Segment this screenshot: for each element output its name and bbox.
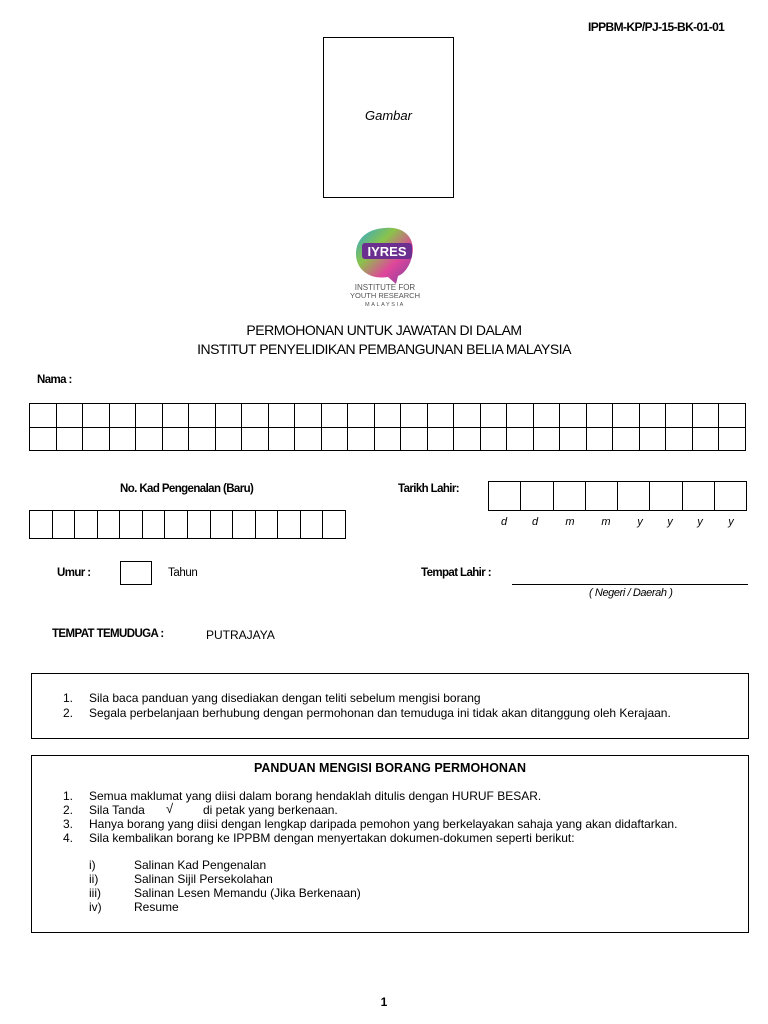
nama-cell[interactable] xyxy=(83,404,110,428)
nama-cell[interactable] xyxy=(719,404,746,428)
umur-label: Umur : xyxy=(57,567,91,579)
logo-line2: YOUTH RESEARCH xyxy=(349,291,421,300)
dob-cell[interactable] xyxy=(521,482,553,511)
nama-cell[interactable] xyxy=(401,427,428,451)
ic-cell[interactable] xyxy=(52,511,75,539)
check-mark-icon: √ xyxy=(166,801,174,816)
ic-cell[interactable] xyxy=(165,511,188,539)
nama-cell[interactable] xyxy=(109,404,136,428)
nama-cell[interactable] xyxy=(427,427,454,451)
nama-cell[interactable] xyxy=(401,404,428,428)
tempat-temuduga-label: TEMPAT TEMUDUGA : xyxy=(52,628,164,640)
nama-cell[interactable] xyxy=(242,427,269,451)
doc-number: iv) xyxy=(89,900,102,914)
ic-cell[interactable] xyxy=(255,511,278,539)
nama-cell[interactable] xyxy=(321,427,348,451)
nama-cell[interactable] xyxy=(374,404,401,428)
nama-cell[interactable] xyxy=(348,427,375,451)
nama-cell[interactable] xyxy=(639,427,666,451)
ic-cell[interactable] xyxy=(97,511,120,539)
nama-cell[interactable] xyxy=(242,404,269,428)
doc-item: Salinan Lesen Memandu (Jika Berkenaan) xyxy=(134,886,361,900)
ic-cell[interactable] xyxy=(278,511,301,539)
nama-cell[interactable] xyxy=(215,427,242,451)
nama-cell[interactable] xyxy=(480,427,507,451)
tahun-label: Tahun xyxy=(168,567,198,579)
logo-line1: INSTITUTE FOR xyxy=(354,283,416,292)
form-title-line2: INSTITUT PENYELIDIKAN PEMBANGUNAN BELIA MALAYSIA xyxy=(197,341,571,357)
guide-title: PANDUAN MENGISI BORANG PERMOHONAN xyxy=(254,761,526,775)
notes-box xyxy=(31,673,749,739)
nama-cell[interactable] xyxy=(560,404,587,428)
nama-cell[interactable] xyxy=(321,404,348,428)
note-number: 2. xyxy=(63,706,74,720)
guide-number: 4. xyxy=(63,831,74,845)
dob-cell[interactable] xyxy=(585,482,617,511)
nama-cell[interactable] xyxy=(30,427,57,451)
nama-cell[interactable] xyxy=(136,427,163,451)
document-code: IPPBM-KP/PJ-15-BK-01-01 xyxy=(588,20,725,34)
nama-cell[interactable] xyxy=(30,404,57,428)
dob-placeholder: d xyxy=(531,516,539,528)
dob-grid[interactable] xyxy=(488,481,747,511)
dob-placeholder: y xyxy=(697,516,703,528)
nama-cell[interactable] xyxy=(560,427,587,451)
nama-cell[interactable] xyxy=(56,404,83,428)
note-item: Segala perbelanjaan berhubung dengan permohonan dan temuduga ini tidak akan ditanggung oleh Kerajaan. xyxy=(89,706,671,720)
logo-name: IYRES xyxy=(367,244,407,259)
note-number: 1. xyxy=(63,691,74,705)
nama-cell[interactable] xyxy=(692,404,719,428)
dob-cell[interactable] xyxy=(714,482,746,511)
guide-item-2b: di petak yang berkenaan. xyxy=(203,803,338,817)
nama-cell[interactable] xyxy=(56,427,83,451)
nama-cell[interactable] xyxy=(454,404,481,428)
dob-placeholder: d xyxy=(500,516,508,528)
nama-cell[interactable] xyxy=(162,427,189,451)
guide-number: 2. xyxy=(63,803,74,817)
form-title-line1: PERMOHONAN UNTUK JAWATAN DI DALAM xyxy=(246,322,522,338)
nama-cell[interactable] xyxy=(427,404,454,428)
nama-cell[interactable] xyxy=(639,404,666,428)
logo-line3: MALAYSIA xyxy=(365,302,405,308)
nama-cell[interactable] xyxy=(480,404,507,428)
nama-cell[interactable] xyxy=(586,427,613,451)
nama-cell[interactable] xyxy=(295,427,322,451)
tempat-lahir-line[interactable] xyxy=(512,584,748,585)
nama-cell[interactable] xyxy=(666,427,693,451)
nama-cell[interactable] xyxy=(268,427,295,451)
nama-cell[interactable] xyxy=(268,404,295,428)
ic-cell[interactable] xyxy=(233,511,256,539)
ic-label: No. Kad Pengenalan (Baru) xyxy=(120,483,254,495)
nama-grid[interactable] xyxy=(29,403,746,451)
dob-cell[interactable] xyxy=(650,482,682,511)
doc-number: iii) xyxy=(89,886,101,900)
guide-item-3: Hanya borang yang diisi dengan lengkap daripada pemohon yang berkelayakan sahaja yang akan didaftarkan. xyxy=(89,817,678,831)
nama-cell[interactable] xyxy=(692,427,719,451)
nama-label: Nama : xyxy=(37,374,72,386)
nama-cell[interactable] xyxy=(533,404,560,428)
ic-cell[interactable] xyxy=(30,511,53,539)
nama-cell[interactable] xyxy=(719,427,746,451)
dob-placeholder: y xyxy=(728,516,734,528)
nama-cell[interactable] xyxy=(136,404,163,428)
guide-item-2a: Sila Tanda xyxy=(89,803,145,817)
nama-cell[interactable] xyxy=(507,427,534,451)
photo-box[interactable] xyxy=(323,37,454,198)
nama-cell[interactable] xyxy=(374,427,401,451)
doc-item: Salinan Kad Pengenalan xyxy=(134,858,267,872)
guide-item-1: Semua maklumat yang diisi dalam borang hendaklah ditulis dengan HURUF BESAR. xyxy=(89,789,542,803)
dob-placeholder: y xyxy=(637,516,643,528)
nama-cell[interactable] xyxy=(83,427,110,451)
nama-cell[interactable] xyxy=(348,404,375,428)
nama-cell[interactable] xyxy=(613,427,640,451)
tempat-lahir-label: Tempat Lahir : xyxy=(421,567,491,579)
ic-cell[interactable] xyxy=(75,511,98,539)
dob-cell[interactable] xyxy=(618,482,650,511)
page-number: 1 xyxy=(380,995,388,1009)
doc-item: Salinan Sijil Persekolahan xyxy=(134,872,273,886)
ic-cell[interactable] xyxy=(187,511,210,539)
dob-cell[interactable] xyxy=(682,482,714,511)
nama-cell[interactable] xyxy=(189,404,216,428)
doc-number: ii) xyxy=(89,872,99,886)
guide-box xyxy=(31,755,749,933)
tempat-temuduga-value: PUTRAJAYA xyxy=(206,628,275,642)
guide-number: 3. xyxy=(63,817,74,831)
nama-cell[interactable] xyxy=(454,427,481,451)
doc-item: Resume xyxy=(134,900,179,914)
dob-placeholder: m xyxy=(565,516,575,528)
dob-label: Tarikh Lahir: xyxy=(398,483,459,495)
nama-cell[interactable] xyxy=(109,427,136,451)
dob-placeholder: m xyxy=(601,516,611,528)
nama-cell[interactable] xyxy=(586,404,613,428)
nama-cell[interactable] xyxy=(215,404,242,428)
dob-placeholder: y xyxy=(667,516,673,528)
doc-number: i) xyxy=(89,858,96,872)
nama-cell[interactable] xyxy=(533,427,560,451)
negeri-daerah-hint: ( Negeri / Daerah ) xyxy=(589,587,673,599)
note-item: Sila baca panduan yang disediakan dengan teliti sebelum mengisi borang xyxy=(89,691,481,705)
ic-grid[interactable] xyxy=(29,510,346,539)
guide-number: 1. xyxy=(63,789,74,803)
iyres-logo xyxy=(340,222,430,310)
dob-cell[interactable] xyxy=(553,482,585,511)
nama-cell[interactable] xyxy=(507,404,534,428)
ic-cell[interactable] xyxy=(210,511,233,539)
ic-cell[interactable] xyxy=(300,511,323,539)
umur-box[interactable] xyxy=(120,561,152,585)
ic-cell[interactable] xyxy=(323,511,346,539)
nama-cell[interactable] xyxy=(189,427,216,451)
nama-cell[interactable] xyxy=(666,404,693,428)
ic-cell[interactable] xyxy=(142,511,165,539)
nama-cell[interactable] xyxy=(162,404,189,428)
ic-cell[interactable] xyxy=(120,511,143,539)
nama-cell[interactable] xyxy=(613,404,640,428)
nama-cell[interactable] xyxy=(295,404,322,428)
photo-label: Gambar xyxy=(365,108,412,123)
dob-cell[interactable] xyxy=(489,482,521,511)
guide-item-4: Sila kembalikan borang ke IPPBM dengan menyertakan dokumen-dokumen seperti berikut: xyxy=(89,831,575,845)
